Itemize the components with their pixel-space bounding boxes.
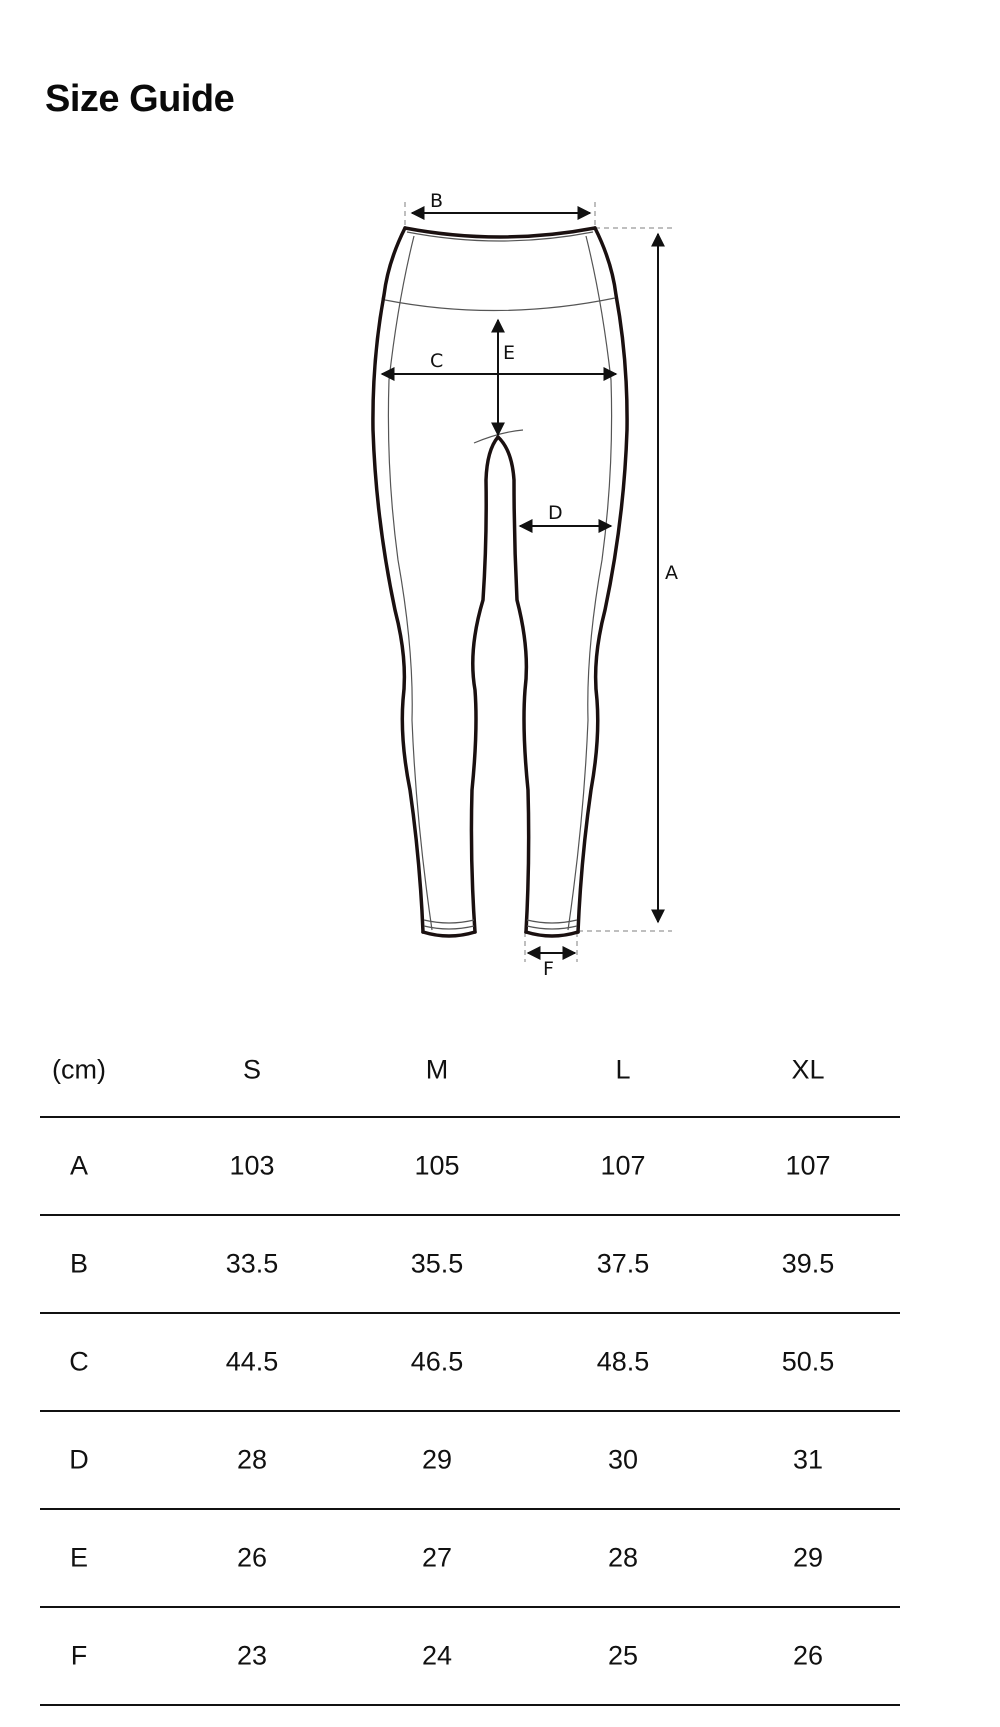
cell-value: 35.5 [410, 1248, 464, 1279]
unit-label: (cm) [52, 1054, 106, 1085]
label-b: B [430, 190, 444, 212]
cell-value: 28 [607, 1542, 639, 1573]
cell-value: 25 [607, 1640, 639, 1671]
cell-value: 29 [421, 1444, 453, 1475]
cell-value: 26 [236, 1542, 268, 1573]
cell-value: 107 [785, 1150, 831, 1181]
size-header-xl: XL [791, 1054, 825, 1085]
table-row [40, 1412, 900, 1510]
cell-value: 37.5 [596, 1248, 650, 1279]
cell-value: 46.5 [410, 1346, 464, 1377]
row-label: D [69, 1444, 89, 1475]
cell-value: 26 [792, 1640, 824, 1671]
cell-value: 44.5 [225, 1346, 279, 1377]
cell-value: 31 [792, 1444, 824, 1475]
cell-value: 48.5 [596, 1346, 650, 1377]
cell-value: 50.5 [781, 1346, 835, 1377]
leggings-outline [373, 228, 627, 936]
cell-value: 33.5 [225, 1248, 279, 1279]
row-label: A [69, 1150, 89, 1181]
seam-details [385, 232, 615, 930]
size-table [40, 1020, 900, 1706]
cell-value: 28 [236, 1444, 268, 1475]
table-row [40, 1314, 900, 1412]
table-row [40, 1118, 900, 1216]
guide-lines [405, 202, 672, 962]
label-f: F [543, 958, 554, 980]
cell-value: 107 [600, 1150, 646, 1181]
row-label: B [69, 1248, 89, 1279]
cell-value: 39.5 [781, 1248, 835, 1279]
label-e: E [503, 342, 516, 364]
cell-value: 30 [607, 1444, 639, 1475]
row-label: C [69, 1346, 89, 1377]
cell-value: 24 [421, 1640, 453, 1671]
row-label: E [69, 1542, 89, 1573]
page-title: Size Guide [45, 78, 235, 120]
cell-value: 29 [792, 1542, 824, 1573]
table-row [40, 1510, 900, 1608]
cell-value: 27 [421, 1542, 453, 1573]
table-row [40, 1608, 900, 1706]
size-header-m: M [425, 1054, 449, 1085]
table-header-row [40, 1020, 900, 1118]
cell-value: 103 [229, 1150, 275, 1181]
label-a: A [665, 562, 678, 584]
measurement-arrows [382, 213, 658, 953]
table-row [40, 1216, 900, 1314]
row-label: F [70, 1640, 88, 1671]
label-d: D [548, 502, 563, 524]
size-header-l: L [615, 1054, 631, 1085]
cell-value: 105 [414, 1150, 460, 1181]
cell-value: 23 [236, 1640, 268, 1671]
size-header-s: S [242, 1054, 262, 1085]
label-c: C [430, 350, 444, 372]
